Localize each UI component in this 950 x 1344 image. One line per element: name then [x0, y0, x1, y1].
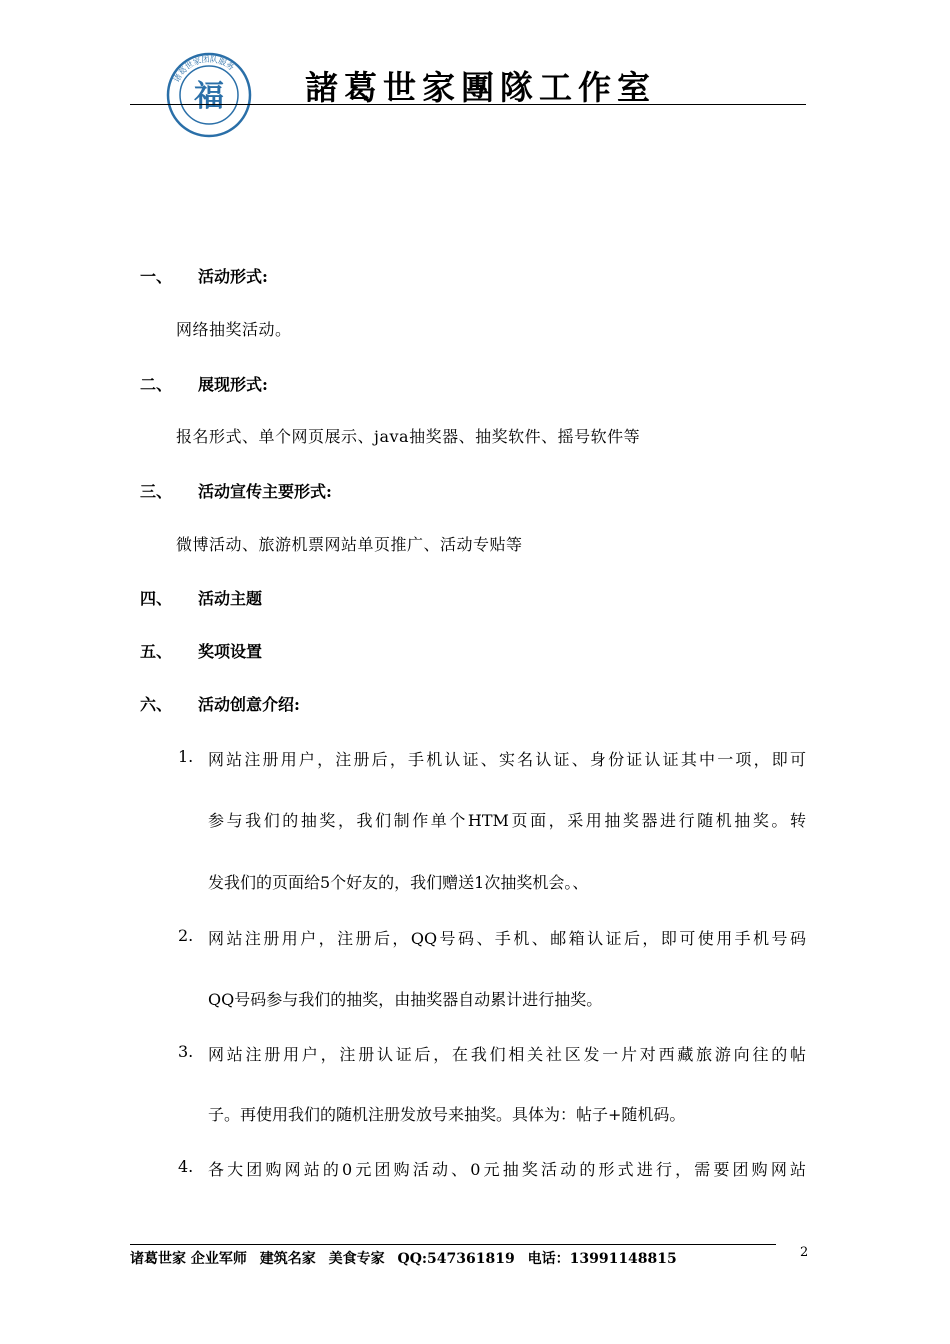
list-item-number: 1.	[178, 747, 194, 766]
fu-character-seal-icon	[166, 52, 252, 138]
section-num: 三、	[140, 482, 173, 501]
paragraph-display-form: 报名形式、单个网页展示、java抽奖器、抽奖软件、摇号软件等	[176, 427, 641, 446]
section-num: 五、	[140, 642, 173, 661]
logo-ring-text: 诸葛世家团队服务	[171, 54, 236, 84]
list-item-line: QQ号码参与我们的抽奖，由抽奖器自动累计进行抽奖。	[208, 990, 603, 1009]
section-heading-5	[140, 639, 262, 662]
page-number: 2	[800, 1245, 809, 1260]
footer-qq: QQ:547361819	[397, 1251, 515, 1267]
section-heading-4	[140, 586, 262, 609]
list-item-line: 发我们的页面给5个好友的，我们赠送1次抽奖机会。、	[208, 873, 589, 892]
list-item-line: 各大团购网站的0元团购活动、0元抽奖活动的形式进行，需要团购网站	[208, 1160, 806, 1179]
list-item-number: 3.	[178, 1042, 194, 1061]
section-title: 活动主题	[198, 589, 263, 608]
list-item-line: 网站注册用户，注册后，手机认证、实名认证、身份证认证其中一项，即可	[208, 750, 806, 769]
footer-divider	[130, 1244, 776, 1245]
section-title: 活动创意介绍:	[198, 695, 300, 714]
list-item-line: 网站注册用户，注册后，QQ号码、手机、邮箱认证后，即可使用手机号码	[208, 929, 806, 948]
header-title: 諸葛世家團隊工作室	[305, 68, 656, 107]
paragraph-activity-form: 网络抽奖活动。	[176, 320, 292, 339]
section-title: 展现形式:	[198, 375, 268, 394]
section-num: 四、	[140, 589, 173, 608]
logo-glyph: 福	[194, 79, 224, 114]
header-divider	[130, 104, 806, 105]
footer-tag-architecture: 建筑名家	[259, 1251, 316, 1267]
section-heading-6	[140, 692, 300, 715]
section-title: 活动宣传主要形式:	[198, 482, 332, 501]
footer-brand: 诸葛世家 企业军师	[130, 1251, 247, 1267]
section-heading-1	[140, 264, 268, 287]
paragraph-promotion-form: 微博活动、旅游机票网站单页推广、活动专贴等	[176, 535, 523, 554]
section-num: 二、	[140, 375, 173, 394]
header-logo	[166, 52, 252, 138]
section-heading-2	[140, 372, 268, 395]
footer-phone: 电话：13991148815	[527, 1251, 677, 1267]
section-heading-3	[140, 479, 332, 502]
list-item-line: 参与我们的抽奖，我们制作单个HTM页面，采用抽奖器进行随机抽奖。转	[208, 811, 806, 830]
section-num: 一、	[140, 267, 173, 286]
list-item-line: 子。再使用我们的随机注册发放号来抽奖。具体为：帖子+随机码。	[208, 1105, 686, 1124]
section-num: 六、	[140, 695, 173, 714]
footer-tag-food: 美食专家	[328, 1251, 385, 1267]
list-item-number: 2.	[178, 926, 194, 945]
list-item-number: 4.	[178, 1157, 194, 1176]
section-title: 奖项设置	[198, 642, 263, 661]
section-title: 活动形式:	[198, 267, 268, 286]
footer	[130, 1248, 685, 1268]
list-item-line: 网站注册用户，注册认证后，在我们相关社区发一片对西藏旅游向往的帖	[208, 1045, 806, 1064]
